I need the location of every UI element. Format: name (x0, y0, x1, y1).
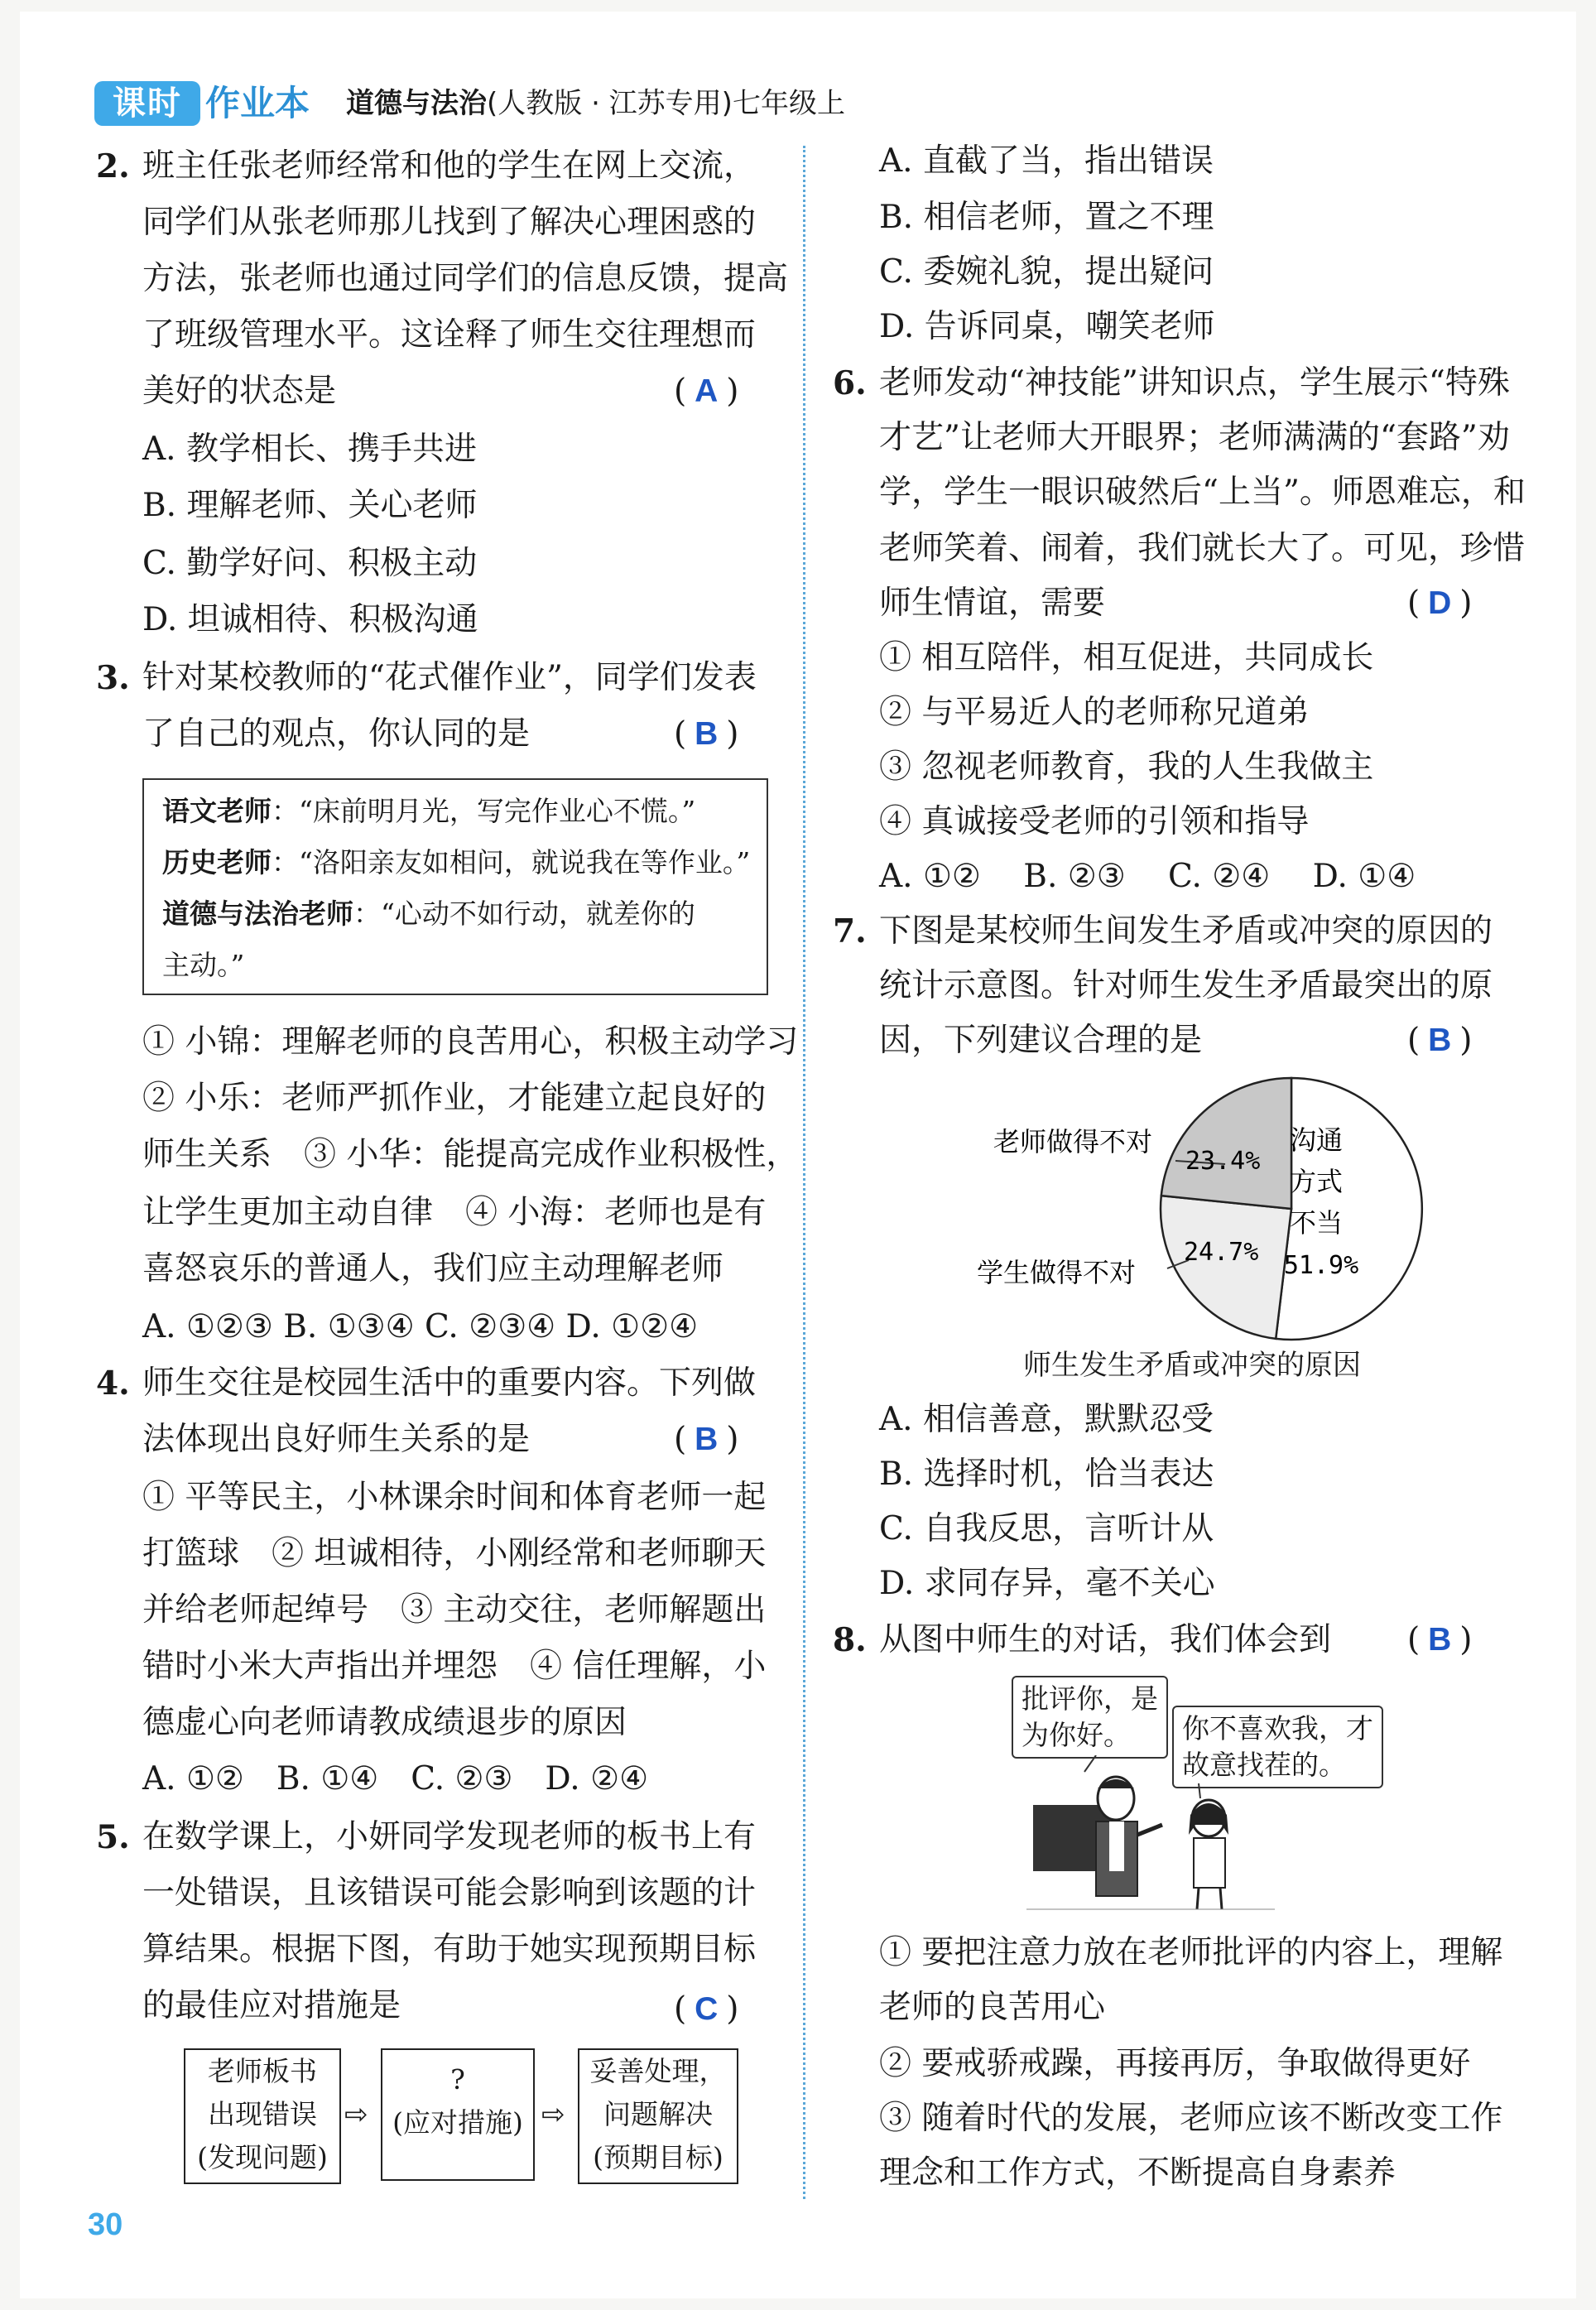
statement: ① 要把注意力放在老师批评的内容上，理解 (879, 1934, 1503, 1971)
answer-bracket: ( B ) (674, 1421, 739, 1458)
option: B. 选择时机，恰当表达 (879, 1456, 1214, 1493)
statement: 师生关系 ③ 小华：能提高完成作业积极性， (142, 1136, 799, 1173)
question-text: 从图中师生的对话，我们体会到 (879, 1621, 1332, 1658)
pie-slice-2 (1161, 1078, 1291, 1209)
arrow-right-icon: ⇨ (344, 2098, 368, 2131)
option: C. 勤学好问、积极主动 (142, 545, 478, 582)
speech-bubble-teacher: 批评你，是 为你好。 (1012, 1676, 1168, 1759)
statement: ① 相互陪伴，相互促进，共同成长 (879, 639, 1374, 676)
flow-box-goal: 妥善处理， 问题解决 (预期目标) (578, 2048, 738, 2184)
option: A. 相信善意，默默忍受 (879, 1401, 1214, 1438)
question-text: 才艺”让老师大开眼界；老师满满的“套路”劝 (879, 419, 1510, 456)
statement: ② 要戒骄戒躁，再接再厉，争取做得更好 (879, 2045, 1471, 2082)
statement: 打篮球 ② 坦诚相待，小刚经常和老师聊天 (142, 1535, 767, 1572)
pie-label-teacher: 老师做得不对 (993, 1126, 1153, 1157)
question-text: 统计示意图。针对师生发生矛盾最突出的原 (879, 967, 1493, 1004)
answer-letter: D (1428, 585, 1452, 621)
chart-title: 师生发生矛盾或冲突的原因 (1023, 1349, 1361, 1382)
quote-text: ：“床前明月光，写完作业心不慌。” (272, 795, 696, 827)
answer-bracket: ( B ) (674, 715, 739, 753)
pie-inner-label: 方式 (1289, 1166, 1344, 1197)
option: D. 求同存异，毫不关心 (879, 1565, 1215, 1602)
option: A. 教学相长、携手共进 (142, 431, 477, 468)
option: D. 坦诚相待、积极沟通 (142, 601, 478, 638)
question-text: 了自己的观点，你认同的是 (142, 715, 531, 753)
statement: 错时小米大声指出并埋怨 ④ 信任理解，小 (142, 1648, 767, 1685)
answer-letter: C (695, 1991, 719, 2027)
pie-inner-label: 不当 (1289, 1207, 1344, 1239)
option: B. 相信老师，置之不理 (879, 199, 1214, 236)
question-text: 学，学生一眼识破然后“上当”。师恩难忘，和 (879, 474, 1526, 511)
statement: 德虚心向老师请教成绩退步的原因 (142, 1704, 627, 1741)
pie-value-communication: 51.9% (1283, 1251, 1359, 1280)
quote-text: ：“心动不如行动，就差你的 (353, 898, 695, 930)
question-text: 在数学课上，小妍同学发现老师的板书上有 (142, 1818, 757, 1855)
statement: ① 平等民主，小林课余时间和体育老师一起 (142, 1479, 767, 1516)
answer-bracket: ( D ) (1407, 585, 1473, 622)
question-text: 老师发动“神技能”讲知识点，学生展示“特殊 (879, 364, 1510, 402)
answer-letter: B (695, 716, 719, 752)
logo-badge: 课时 (94, 81, 200, 126)
quote-speaker: 历史老师 (162, 846, 272, 878)
option: A. 直截了当，指出错误 (879, 142, 1214, 180)
header-subject: 道德与法治(人教版 · 江苏专用)七年级上 (346, 87, 845, 120)
question-text: 同学们从张老师那儿找到了解决心理困惑的 (142, 204, 757, 241)
statement: 并给老师起绰号 ③ 主动交往，老师解题出 (142, 1591, 767, 1629)
logo-text: 作业本 (205, 83, 310, 123)
flow-box-problem: 老师板书 出现错误 (发现问题) (184, 2048, 341, 2184)
quote-speaker: 道德与法治老师 (162, 898, 353, 930)
question-text: 一处错误，且该错误可能会影响到该题的计 (142, 1874, 757, 1912)
question-text: 的最佳应对措施是 (142, 1987, 401, 2024)
option: C. 委婉礼貌，提出疑问 (879, 253, 1214, 291)
question-number: 3. (96, 659, 130, 697)
option-row: A. ①② B. ①④ C. ②③ D. ②④ (142, 1760, 649, 1797)
question-text: 了班级管理水平。这诠释了师生交往理想而 (142, 316, 757, 354)
statement: ④ 真诚接受老师的引领和指导 (879, 803, 1310, 840)
speech-bubble-student: 你不喜欢我，才 故意找茬的。 (1172, 1706, 1383, 1788)
statement: ② 小乐：老师严抓作业，才能建立起良好的 (142, 1080, 767, 1117)
pie-label-student: 学生做得不对 (977, 1257, 1137, 1288)
question-number: 5. (96, 1818, 130, 1856)
quote-speaker: 语文老师 (162, 795, 272, 827)
option: B. 理解老师、关心老师 (142, 487, 478, 524)
question-text: 法体现出良好师生关系的是 (142, 1421, 531, 1458)
answer-letter: A (695, 373, 719, 409)
question-text: 算结果。根据下图，有助于她实现预期目标 (142, 1931, 757, 1968)
question-text: 针对某校教师的“花式催作业”，同学们发表 (142, 659, 757, 696)
statement: 让学生更加主动自律 ④ 小海：老师也是有 (142, 1194, 767, 1231)
question-number: 2. (96, 147, 130, 185)
question-number: 6. (833, 364, 867, 402)
statement: 喜怒哀乐的普通人，我们应主动理解老师 (142, 1250, 724, 1287)
student-figure (1189, 1800, 1228, 1909)
pie-value-teacher: 23.4% (1185, 1147, 1261, 1176)
quote-text: 主动。” (162, 949, 245, 981)
quote-text: ：“洛阳亲友如相问，就说我在等作业。” (272, 846, 751, 878)
statement: ③ 随着时代的发展，老师应该不断改变工作 (879, 2100, 1503, 2137)
answer-bracket: ( B ) (1407, 1022, 1473, 1059)
teacher-student-illustration (1026, 1755, 1275, 1913)
teacher-figure (1096, 1777, 1162, 1896)
answer-bracket: ( A ) (674, 373, 739, 410)
answer-bracket: ( B ) (1407, 1621, 1473, 1658)
option-row: A. ①②③ B. ①③④ C. ②③④ D. ①②④ (142, 1308, 699, 1345)
answer-bracket: ( C ) (674, 1990, 739, 2028)
option: C. 自我反思，言听计从 (879, 1510, 1214, 1547)
answer-letter: B (695, 1422, 719, 1457)
flow-box-measure: ? (应对措施) (381, 2048, 535, 2181)
question-number: 8. (833, 1621, 867, 1659)
option-row: A. ①② B. ②③ C. ②④ D. ①④ (879, 858, 1416, 895)
pie-inner-label: 沟通 (1289, 1124, 1344, 1156)
question-number: 7. (833, 912, 867, 950)
question-number: 4. (96, 1364, 130, 1403)
pie-slice-1 (1161, 1196, 1291, 1339)
pie-value-student: 24.7% (1184, 1238, 1259, 1267)
question-text: 因，下列建议合理的是 (879, 1022, 1203, 1059)
option: D. 告诉同桌，嘲笑老师 (879, 308, 1215, 345)
question-text: 师生情谊，需要 (879, 585, 1106, 622)
question-text: 师生交往是校园生活中的重要内容。下列做 (142, 1364, 757, 1402)
arrow-right-icon: ⇨ (541, 2098, 565, 2131)
statement: ② 与平易近人的老师称兄道弟 (879, 694, 1310, 731)
question-text: 班主任张老师经常和他的学生在网上交流， (142, 147, 757, 185)
page-number: 30 (88, 2207, 123, 2242)
statement: 理念和工作方式，不断提高自身素养 (879, 2154, 1396, 2192)
question-text: 老师笑着、闹着，我们就长大了。可见，珍惜 (879, 530, 1526, 567)
question-text: 下图是某校师生间发生矛盾或冲突的原因的 (879, 912, 1493, 950)
statement: ① 小锦：理解老师的良苦用心，积极主动学习 (142, 1023, 799, 1061)
answer-letter: B (1428, 1023, 1452, 1058)
statement: 老师的良苦用心 (879, 1989, 1106, 2026)
teacher-quotes-box (142, 778, 768, 995)
question-text: 美好的状态是 (142, 373, 337, 410)
answer-letter: B (1428, 1622, 1452, 1658)
column-divider (803, 146, 805, 2199)
question-text: 方法，张老师也通过同学们的信息反馈，提高 (142, 260, 789, 297)
statement: ③ 忽视老师教育，我的人生我做主 (879, 748, 1374, 786)
